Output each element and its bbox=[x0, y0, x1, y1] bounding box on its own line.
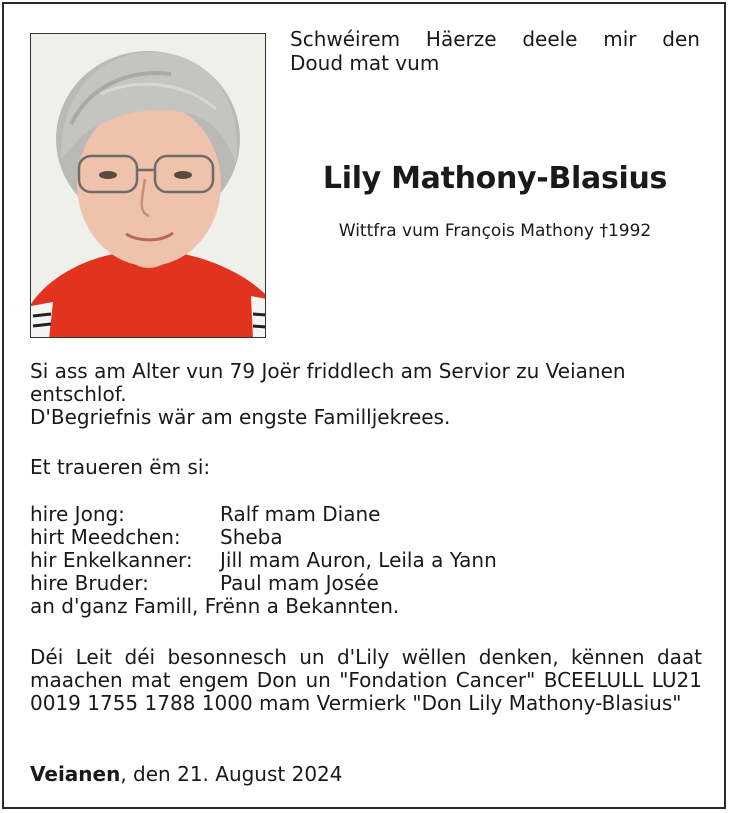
mourner-names: Jill mam Auron, Leila a Yann bbox=[220, 548, 497, 572]
funeral-text: D'Begriefnis wär am engste Familljekrees. bbox=[30, 405, 451, 429]
mourner-relation: hir Enkelkanner: bbox=[30, 548, 193, 572]
widow-of-text: Wittfra vum François Mathony †1992 bbox=[338, 221, 652, 241]
passing-text: Si ass am Alter vun 79 Joër friddlech am Servior zu Veianen entschlof. bbox=[30, 359, 626, 406]
intro-line-2: Doud mat vum bbox=[290, 51, 440, 75]
mourner-row bbox=[30, 572, 702, 595]
mourner-names: Sheba bbox=[220, 525, 283, 549]
mourners-list bbox=[30, 503, 702, 618]
portrait-photo bbox=[30, 33, 266, 338]
mourner-row bbox=[30, 503, 702, 526]
mourner-relation: hire Jong: bbox=[30, 502, 125, 526]
mourner-relation: hire Bruder: bbox=[30, 571, 149, 595]
signoff-date: , den 21. August 2024 bbox=[120, 762, 343, 786]
signoff-place: Veianen bbox=[30, 762, 121, 786]
signoff bbox=[30, 762, 343, 786]
intro-line-1 bbox=[290, 27, 700, 51]
mourners-closing: an d'ganz Famill, Frënn a Bekannten. bbox=[30, 594, 400, 618]
mourners-heading: Et traueren ëm si: bbox=[30, 455, 211, 479]
mourner-names: Ralf mam Diane bbox=[220, 502, 381, 526]
intro-word: mir bbox=[603, 27, 637, 51]
intro-word: Häerze bbox=[425, 27, 497, 51]
passing-paragraph bbox=[30, 360, 702, 429]
deceased-name: Lily Mathony-Blasius bbox=[322, 161, 668, 196]
mourner-names: Paul mam Josée bbox=[220, 571, 379, 595]
intro-word: den bbox=[662, 27, 700, 51]
intro-word: Schwéirem bbox=[290, 27, 401, 51]
intro-text bbox=[290, 27, 700, 75]
portrait-image bbox=[31, 34, 266, 338]
mourner-row bbox=[30, 549, 702, 572]
mourner-row bbox=[30, 526, 702, 549]
mourner-relation: hirt Meedchen: bbox=[30, 525, 181, 549]
donation-paragraph: Déi Leit déi besonnesch un d'Lily wëllen denken, kënnen daat maachen mat engem Don un "Fondation Cancer" BCEELULL LU21 0019 1755 1788 1000 mam Vermierk "Don Lily Mathony-Blasius" bbox=[30, 645, 702, 715]
intro-word: deele bbox=[522, 27, 578, 51]
